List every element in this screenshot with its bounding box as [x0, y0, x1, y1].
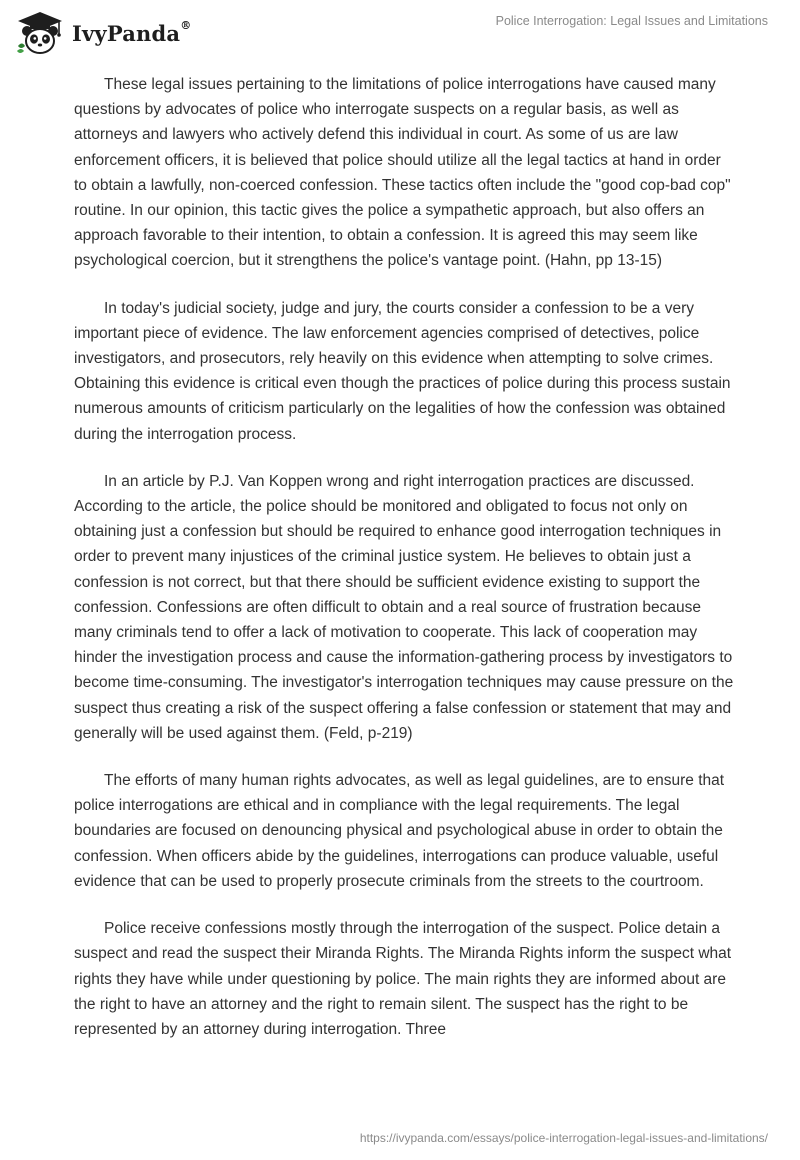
logo-wordmark: IvyPanda®	[72, 18, 192, 46]
paragraph: In today's judicial society, judge and jury, the courts consider a confession to be a very important piece of evidence. The law enforcement agencies comprised of detectives, police investigators, and prosecutors, rely heavily on this evidence when attempting to solve crimes. Obtaining this evidence is critical even though the practices of police during this process sustain numerous amounts of criticism particularly on the legalities of how the confession was obtained during the interrogation process.	[74, 299, 731, 443]
paragraph: The efforts of many human rights advocates, as well as legal guidelines, are to ensure that police interrogations are ethical and in compliance with the legal requirements. The legal boundaries are focused on denouncing physical and psychological abuse in order to obtain the confession. When officers abide by the guidelines, interrogations can produce valuable, useful evidence that can be used to properly prosecute criminals from the streets to the courtroom.	[74, 772, 725, 890]
ivypanda-logo[interactable]	[14, 10, 191, 56]
paragraph: In an article by P.J. Van Koppen wrong and right interrogation practices are discussed. According to the article, the police should be monitored and obligated to focus not only on obtaining just a confession but should be required to enhance good interrogation techniques in order to prevent many injustices of the criminal justice system. He believes to obtain just a confession is not correct, but that there should be sufficient evidence existing to support the confession. Confessions are often difficult to obtain and a real source of frustration because many criminals tend to offer a lack of motivation to cooperate. This lack of cooperation may hinder the investigation process and cause the information-gathering process by investigators to become time-consuming. The investigator's interrogation techniques may cause pressure on the suspect thus creating a risk of the suspect offering a false confession or statement that may and generally will be used against them. (Feld, p-219)	[74, 472, 734, 742]
document-title: Police Interrogation: Legal Issues and Limitations	[495, 14, 768, 28]
paragraph: These legal issues pertaining to the limitations of police interrogations have caused many questions by advocates of police who interrogate suspects on a regular basis, as well as attorneys and lawyers who actively defend this individual in court. As some of us are law enforcement officers, it is believed that police should utilize all the legal tactics at hand in order to obtain a lawfully, non-coerced confession. These tactics often include the "good cop-bad cop" routine. In our opinion, this tactic gives the police a sympathetic approach, but also offers an approach favorable to their intention, to obtain a confession. It is agreed this may seem like psychological coercion, but it strengthens the police's vantage point. (Hahn, pp 13-15)	[74, 76, 731, 270]
page-header	[0, 0, 800, 62]
panda-graduate-icon	[14, 10, 66, 56]
essay-body	[74, 72, 734, 1064]
paragraph: Police receive confessions mostly through the interrogation of the suspect. Police detain a suspect and read the suspect their Miranda Rights. The Miranda Rights inform the suspect what rights they have while under questioning by police. The main rights they are informed about are the right to have an attorney and the right to remain silent. The suspect has the right to be represented by an attorney during interrogation. Three	[74, 920, 732, 1038]
source-url[interactable]: https://ivypanda.com/essays/police-interrogation-legal-issues-and-limitations/	[359, 1131, 768, 1145]
